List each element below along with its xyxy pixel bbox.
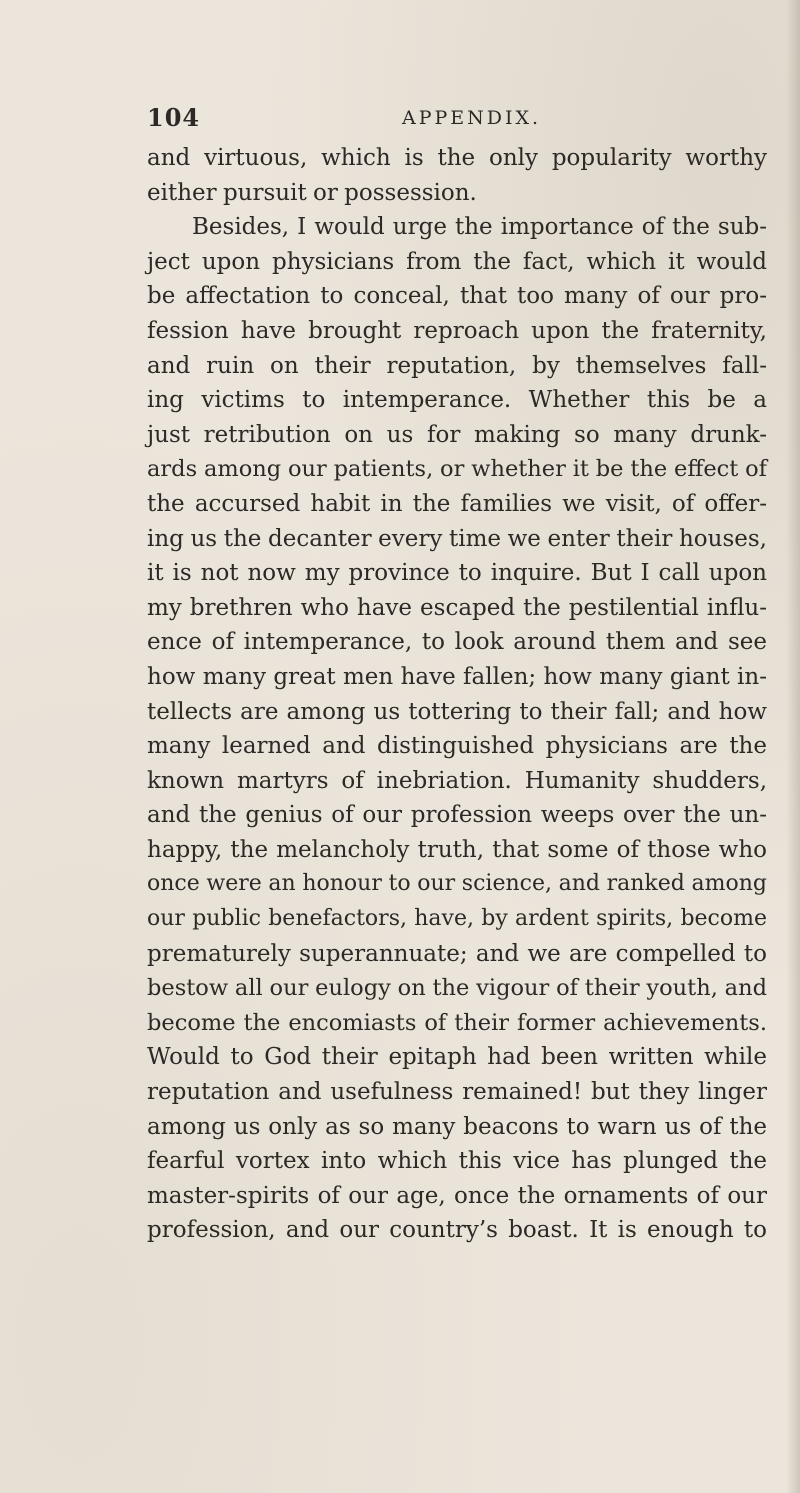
text-line: fearful vortex into which this vice has plunged the (147, 1148, 767, 1175)
text-line: be affectation to conceal, that too many of our pro- (147, 283, 767, 310)
text-line: tellects are among us tottering to their fall; and how (147, 698, 767, 725)
text-line: become the encomiasts of their former achievements. (147, 1009, 767, 1036)
page-edge-shadow (786, 0, 800, 1493)
text-line: prematurely superannuate; and we are compelled to (147, 940, 767, 967)
running-head: APPENDIX. (402, 107, 542, 129)
text-line: and virtuous, which is the only popularity worthy (147, 145, 767, 171)
text-line: reputation and usefulness remained! but they linger (147, 1079, 767, 1106)
text-line: just retribution on us for making so many drunk- (147, 421, 767, 448)
text-line: among us only as so many beacons to warn us of the (147, 1113, 767, 1140)
text-line: bestow all our eulogy on the vigour of their youth, and (147, 975, 767, 1002)
text-line: ence of intemperance, to look around them and see (147, 629, 767, 656)
text-line: how many great men have fallen; how many giant in- (147, 663, 767, 690)
body-text (147, 141, 767, 1248)
text-line: ing victims to intemperance. Whether this be a (147, 387, 767, 414)
text-line: fession have brought reproach upon the fraternity, (147, 317, 767, 344)
text-line: my brethren who have escaped the pestilential influ- (147, 594, 767, 621)
text-line: our public benefactors, have, by ardent spirits, become (147, 906, 767, 932)
text-line: and the genius of our profession weeps over the un- (147, 802, 767, 829)
text-line: Besides, I would urge the importance of the sub- (192, 214, 767, 241)
text-line: Would to God their epitaph had been written while (147, 1044, 767, 1071)
page-number: 104 (147, 103, 201, 132)
text-line: it is not now my province to inquire. But I call upon (147, 560, 767, 587)
text-line: ing us the decanter every time we enter their houses, (147, 525, 767, 552)
text-line: ject upon physicians from the fact, which it would (147, 248, 767, 275)
text-line: either pursuit or possession. (147, 179, 477, 206)
text-line: happy, the melancholy truth, that some of those who (147, 836, 767, 863)
text-line: master-spirits of our age, once the ornaments of our (147, 1182, 767, 1209)
text-line: known martyrs of inebriation. Humanity shudders, (147, 767, 767, 794)
text-line: many learned and distinguished physicians are the (147, 733, 767, 760)
page-header (147, 103, 747, 137)
text-line: profession, and our country’s boast. It is enough to (147, 1217, 767, 1244)
text-line: and ruin on their reputation, by themselves fall- (147, 352, 767, 379)
text-line: ards among our patients, or whether it be the effect of (147, 456, 767, 483)
text-line: the accursed habit in the families we visit, of offer- (147, 490, 767, 517)
text-line: once were an honour to our science, and ranked among (147, 871, 767, 897)
